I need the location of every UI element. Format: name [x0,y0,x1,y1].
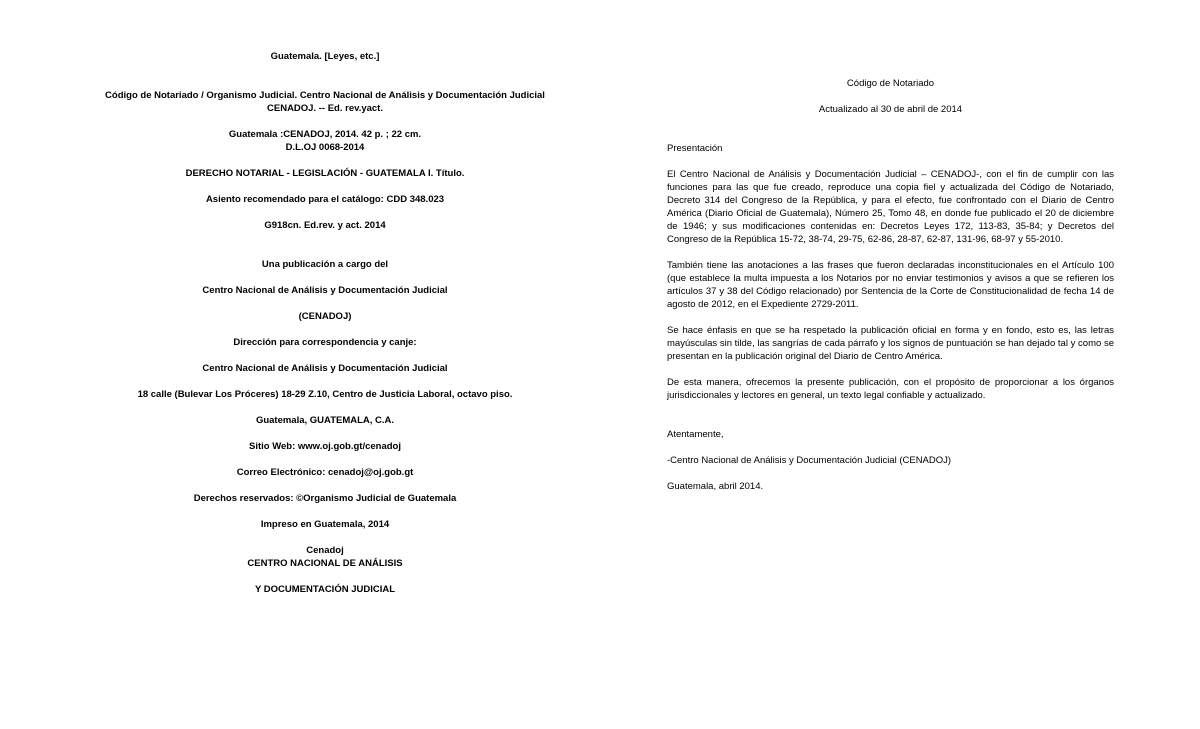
paragraph-3: Se hace énfasis en que se ha respetado la publicación oficial en forma y en fondo, esto es, las letras mayúsculas sin tilde, las sangrías de cada párrafo y los signos de puntuación se han dejado tal y como se presentan en la publicación original del Diario de Centro América. [667,325,1114,362]
center-acronym: (CENADOJ) [298,311,352,322]
catalog-seat: Asiento recomendado para el catálogo: CDD 348.023 [205,194,445,205]
address: 18 calle (Bulevar Los Próceres) 18-29 Z.10, Centro de Justicia Laboral, octavo piso. [137,389,513,400]
footer-line-3: Y DOCUMENTACIÓN JUDICIAL [254,584,396,595]
footer-line-1: Cenadoj [306,545,344,556]
publication-by: Una publicación a cargo del [261,259,389,270]
updated-date: Actualizado al 30 de abril de 2014 [818,104,963,115]
closing: Atentamente, [667,429,724,440]
printed: Impreso en Guatemala, 2014 [260,519,390,530]
call-number: G918cn. Ed.rev. y act. 2014 [264,220,386,231]
section-heading: Presentación [667,143,723,154]
paragraph-4: De esta manera, ofrecemos la presente publicación, con el propósito de proporcionar a los órganos jurisdiccionales y lectores en general, un texto legal confiable y actualizado. [667,377,1114,401]
catalog-card [100,50,550,596]
paragraph-1: El Centro Nacional de Análisis y Documentación Judicial – CENADOJ-, con el fin de cumplir con las funciones para las que fue creado, reproduce una copia fiel y actualizada del Código de Notariado, Decreto 314 del Congreso de la República, y para el efecto, fue confrontado con el Diario de Centro América (Diario Oficial de Guatemala), Número 25, Tomo 48, en donde fue publicado el 20 de diciembre de 1946; y sus modificaciones contenidas en: Decretos Leyes 172, 113-83, 35-84; y Decretos del Congreso de la República 15-72, 38-74, 29-75, 62-86, 28-87, 62-87, 131-96, 68-97 y 55-2010. [667,169,1114,245]
center-name-2: Centro Nacional de Análisis y Documentación Judicial [202,363,448,374]
imprint-line-1: Guatemala :CENADOJ, 2014. 42 p. ; 22 cm. [228,129,422,140]
website: Sitio Web: www.oj.gob.gt/cenadoj [249,441,401,452]
catalog-title-line-2: CENADOJ. -- Ed. rev.yact. [267,103,383,114]
correspondence-label: Dirección para correspondencia y canje: [233,337,417,348]
rights: Derechos reservados: ©Organismo Judicial de Guatemala [193,493,457,504]
catalog-heading: Guatemala. [Leyes, etc.] [270,51,380,62]
center-name: Centro Nacional de Análisis y Documentación Judicial [202,285,448,296]
signature: -Centro Nacional de Análisis y Documentación Judicial (CENADOJ) [667,455,952,466]
subject-line: DERECHO NOTARIAL - LEGISLACIÓN - GUATEMALA I. Título. [185,168,465,179]
footer-line-2: CENTRO NACIONAL DE ANÁLISIS [247,558,403,569]
paragraph-2: También tiene las anotaciones a las frases que fueron declaradas inconstitucionales en el Artículo 100 (que establece la multa impuesta a los Notarios por no enviar testimonios y avisos a que se refieren los artículos 37 y 38 del Código relacionado) por Sentencia de la Corte de Constitucionalidad de fecha 14 de agosto de 2012, en el Expediente 2729-2011. [667,260,1114,310]
catalog-title-line-1: Código de Notariado / Organismo Judicial. Centro Nacional de Análisis y Documentación Judicial [105,90,545,101]
right-page [600,0,1200,729]
city: Guatemala, GUATEMALA, C.A. [255,415,395,426]
date: Guatemala, abril 2014. [667,481,764,492]
imprint-line-2: D.L.OJ 0068-2014 [285,142,365,153]
document-title: Código de Notariado [846,78,935,89]
presentation-column [667,77,1114,493]
email: Correo Electrónico: cenadoj@oj.gob.gt [236,467,414,478]
